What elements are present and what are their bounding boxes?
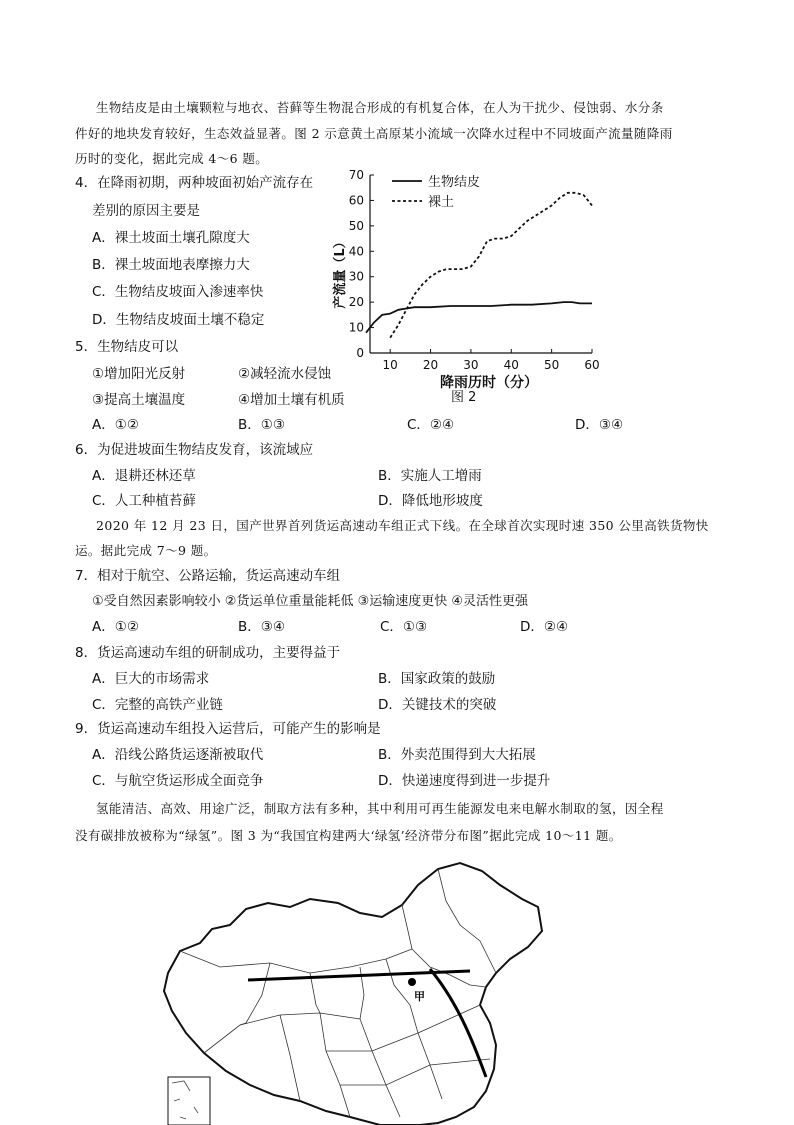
q5-option-c[interactable]: C．②④ (407, 417, 455, 433)
q5-option-a[interactable]: A．①② (92, 417, 139, 433)
passage3-line2: 没有碳排放被称为“绿氢”。图 3 为“我国宜构建两大‘绿氢’经济带分布图”据此完成 10～11 题。 (75, 828, 622, 843)
province-boundary (240, 963, 270, 1025)
figure2-chart (330, 165, 600, 410)
q7-option-a[interactable]: A．①② (92, 619, 139, 635)
y-tick-label-40: 40 (348, 244, 364, 259)
q7-statements: ①受自然因素影响较小 ②货运单位重量能耗低 ③运输速度更快 ④灵活性更强 (92, 594, 529, 609)
legend-label-bare-soil: 裸土 (428, 195, 455, 210)
q6-option-c[interactable]: C．人工种植苔藓 (92, 493, 196, 509)
q9-option-a[interactable]: A．沿线公路货运逐渐被取代 (92, 747, 264, 763)
q7-stem: 7．相对于航空、公路运输，货运高速动车组 (75, 568, 341, 584)
y-tick-label-20: 20 (348, 295, 364, 310)
y-tick-label-0: 0 (356, 346, 364, 360)
province-boundary (402, 905, 412, 949)
province-boundary (180, 949, 412, 973)
q4-option-d[interactable]: D．生物结皮坡面土壤不稳定 (92, 312, 265, 328)
x-tick-label-30: 30 (463, 358, 479, 372)
y-tick-label-50: 50 (348, 218, 364, 233)
q4-option-a[interactable]: A．裸土坡面土壤孔隙度大 (92, 230, 250, 246)
q8-option-d[interactable]: D．关键技术的突破 (378, 697, 497, 713)
x-tick-label-40: 40 (503, 358, 519, 372)
q5-option-d[interactable]: D．③④ (575, 417, 624, 433)
x-axis-label: 降雨历时（分） (440, 375, 538, 391)
y-axis-label: 产流量（L） (333, 235, 348, 309)
series-line-biocrust (366, 302, 592, 333)
china-outline (164, 863, 542, 1125)
q5-statement-3: ③提高土壤温度 (92, 392, 186, 408)
q6-option-d[interactable]: D．降低地形坡度 (378, 493, 483, 509)
province-boundary (340, 1059, 490, 1085)
x-tick-label-10: 10 (382, 358, 398, 372)
q4-stem-line2: 差别的原因主要是 (92, 203, 200, 219)
location-jia-point (408, 978, 416, 986)
q6-option-a[interactable]: A．退耕还林还草 (92, 468, 196, 484)
q5-statement-4: ④增加土壤有机质 (238, 392, 345, 408)
hydrogen-belt-north-south (430, 969, 486, 1077)
q8-option-b[interactable]: B．国家政策的鼓励 (378, 671, 496, 687)
province-boundary (412, 949, 486, 987)
passage2-line1: 2020 年 12 月 23 日，国产世界首列货运高速动车组正式下线。在全球首次实现时速 350 公里高铁货物快 (96, 518, 709, 533)
figure2-caption: 图 2 (451, 390, 477, 405)
x-tick-label-20: 20 (422, 358, 439, 372)
passage1-line2: 件好的地块发育较好，生态效益显著。图 2 示意黄土高原某小流域一次降水过程中不同坡面产流量随降雨 (75, 126, 673, 141)
y-tick-label-70: 70 (348, 168, 364, 182)
q8-option-a[interactable]: A．巨大的市场需求 (92, 671, 210, 687)
legend-label-biocrust: 生物结皮 (428, 175, 481, 190)
passage2-line2: 运。据此完成 7～9 题。 (75, 543, 217, 558)
q8-option-c[interactable]: C．完整的高铁产业链 (92, 697, 223, 713)
q4-stem-line1: 4．在降雨初期，两种坡面初始产流存在 (75, 175, 314, 191)
q5-statement-1: ①增加阳光反射 (92, 366, 186, 382)
q9-option-b[interactable]: B．外卖范围得到大大拓展 (378, 747, 536, 763)
province-boundary (204, 1013, 360, 1053)
province-boundary (310, 973, 350, 1117)
x-tick-label-50: 50 (543, 358, 560, 372)
y-tick-label-10: 10 (348, 320, 364, 335)
passage1-line3: 历时的变化，据此完成 4～6 题。 (75, 151, 269, 166)
passage1-line1: 生物结皮是由土壤颗粒与地衣、苔藓等生物混合形成的有机复合体，在人为干扰少、侵蚀弱、水分条 (96, 100, 664, 115)
q4-option-c[interactable]: C．生物结皮坡面入渗速率快 (92, 284, 264, 300)
q7-option-d[interactable]: D．②④ (520, 619, 569, 635)
q6-stem: 6．为促进坡面生物结皮发育，该流域应 (75, 442, 314, 458)
location-jia-label: 甲 (414, 990, 425, 1003)
q5-option-b[interactable]: B．①③ (238, 417, 285, 433)
q4-option-b[interactable]: B．裸土坡面地表摩擦力大 (92, 257, 250, 273)
q6-option-b[interactable]: B．实施人工增雨 (378, 468, 482, 484)
q9-stem: 9．货运高速动车组投入运营后，可能产生的影响是 (75, 721, 381, 737)
q5-statement-2: ②减轻流水侵蚀 (238, 366, 332, 382)
q7-option-c[interactable]: C．①③ (380, 619, 428, 635)
q9-option-c[interactable]: C．与航空货运形成全面竞争 (92, 773, 264, 789)
figure3-map (150, 855, 550, 1125)
y-tick-label-60: 60 (348, 193, 364, 208)
series-line-bare-soil (390, 193, 592, 338)
province-boundary (280, 1015, 300, 1101)
province-boundary (438, 869, 496, 973)
x-tick-label-60: 60 (584, 358, 600, 372)
q8-stem: 8．货运高速动车组的研制成功，主要得益于 (75, 645, 341, 661)
passage3-line1: 氢能清洁、高效、用途广泛，制取方法有多种，其中利用可再生能源发电来电解水制取的氢，因全程 (96, 801, 664, 816)
q5-stem: 5．生物结皮可以 (75, 339, 179, 355)
q9-option-d[interactable]: D．快递速度得到进一步提升 (378, 773, 551, 789)
y-tick-label-30: 30 (348, 269, 364, 284)
q7-option-b[interactable]: B．③④ (238, 619, 285, 635)
